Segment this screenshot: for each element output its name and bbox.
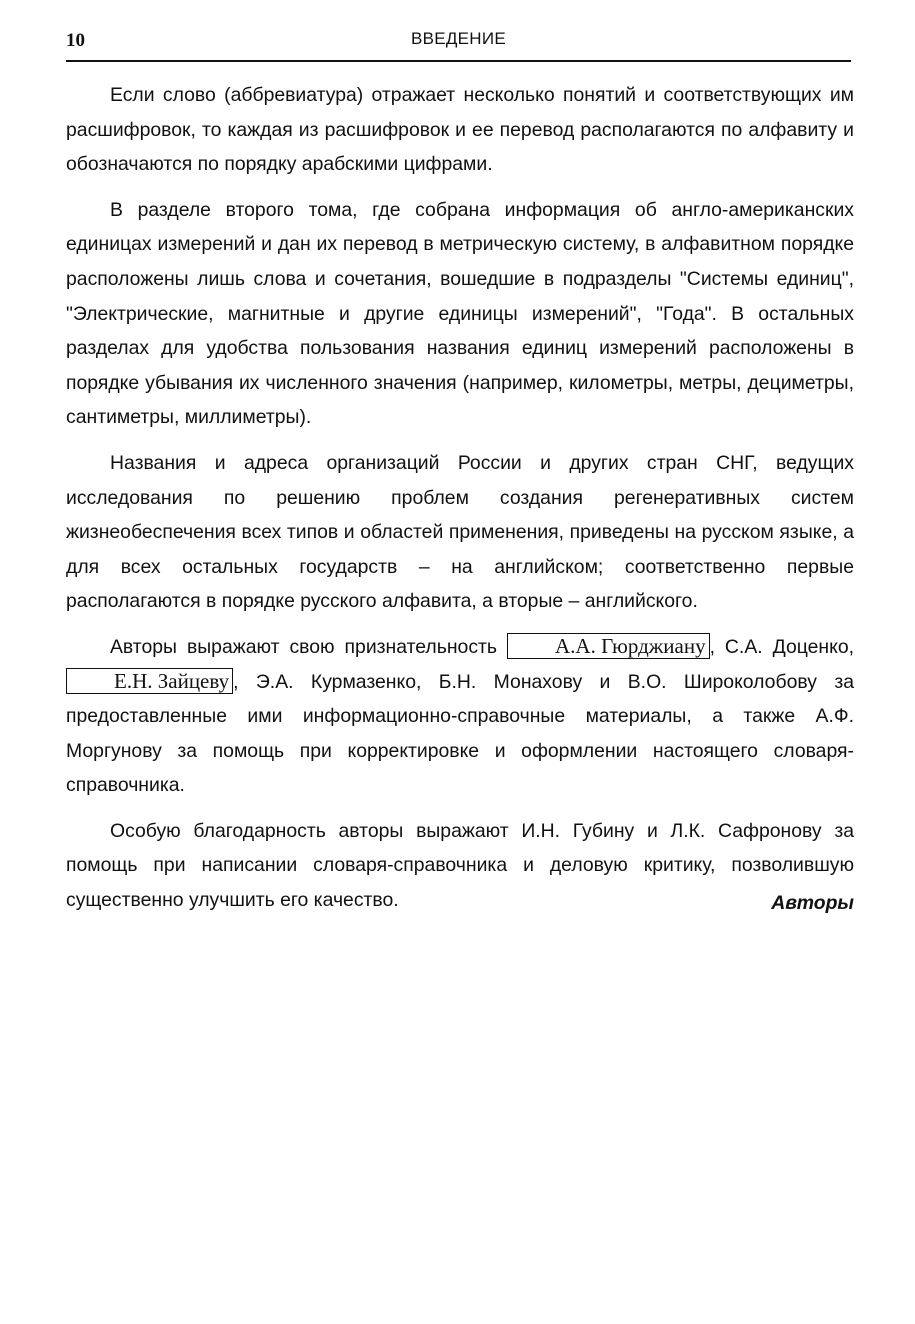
paragraph-acknowledgements (66, 630, 854, 803)
running-title: ВВЕДЕНИЕ (410, 29, 507, 48)
ack-intro: Авторы выражают свою признательность (110, 635, 507, 658)
paragraph-units: В разделе второго тома, где собрана информация об англо-американских единицах измерений и дан их перевод в метрическую систему, в алфавитном порядке расположены лишь слова и сочетания, вошедшие в подразделы "Системы единиц", "Электрические, магнитные и другие единицы измерений", "Года". В остальных разделах для удобства пользования названия единиц измерений расположены в порядке убывания их численного значения (например, километры, метры, дециметры, сантиметры, миллиметры). (66, 198, 854, 429)
paragraph-special-thanks: Особую благодарность авторы выражают И.Н. Губину и Л.К. Сафронову за помощь при написании словаря-справочника и деловую критику, позволившую существенно улучшить его качество. (66, 819, 854, 912)
paragraph-organizations: Названия и адреса организаций России и других стран СНГ, ведущих исследования по решению проблем создания регенеративных систем жизнеобеспечения всех типов и областей применения, приведены на русском языке, а для всех остальных государств – на английском; соответственно первые располагаются в порядке русского алфавита, а вторые – английского. (66, 451, 854, 613)
ack-mid: , С.А. Доценко, (709, 635, 855, 658)
ack-rest: , Э.А. Курмазенко, Б.Н. Монахову и В.О. Широколобову за предоставленные ими информационно-справочные материалы, а также А.Ф. Моргунову за помощь при корректировке и оформлении настоящего словаря-справочника. (66, 670, 854, 797)
paragraph-abbreviations: Если слово (аббревиатура) отражает несколько понятий и соответствующих им расшифровок, то каждая из расшифровок и ее перевод располагаются по алфавиту и обозначаются по порядку арабскими цифрами. (66, 84, 854, 176)
boxed-name-gyurdzhian: А.А. Гюрджиану (507, 633, 710, 659)
page-number: 10 (66, 30, 85, 51)
boxed-name-zaitsev: Е.Н. Зайцеву (66, 668, 233, 694)
body-text (66, 78, 854, 918)
page-header (66, 24, 851, 62)
signature: Авторы (771, 892, 854, 914)
